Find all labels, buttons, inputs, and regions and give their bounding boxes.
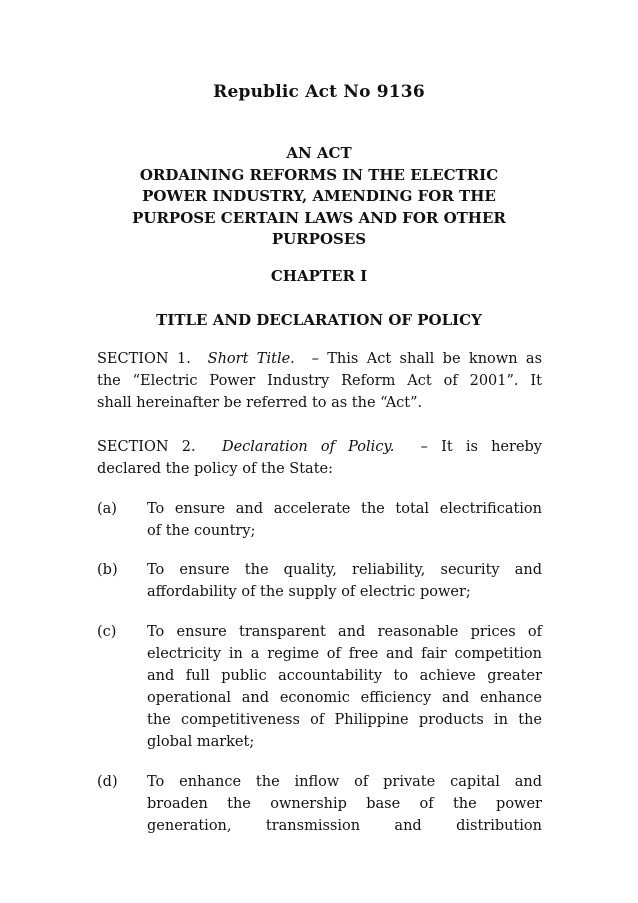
- section-2-text: – It is hereby: [420, 439, 542, 455]
- section-2-label: SECTION 2.: [97, 439, 196, 455]
- act-heading-line: POWER INDUSTRY, AMENDING FOR THE: [142, 187, 496, 205]
- section-1-line: the “Electric Power Industry Reform Act of 2001”. It: [97, 373, 542, 389]
- list-item-line: the competitiveness of Philippine products in the: [147, 712, 542, 728]
- act-heading-line: PURPOSES: [271, 230, 367, 248]
- list-item-text: [147, 621, 542, 753]
- section-1-line: [97, 348, 542, 370]
- act-heading-line: PURPOSE CERTAIN LAWS AND FOR OTHER: [132, 208, 506, 227]
- list-item-line: and full public accountability to achieve greater: [147, 668, 542, 684]
- list-item-line: of the country;: [147, 523, 256, 539]
- list-item-label: (b): [97, 562, 118, 578]
- section-1-label: SECTION 1.: [97, 351, 191, 367]
- act-heading: [100, 143, 538, 251]
- list-item-line: To ensure and accelerate the total electrification: [147, 501, 542, 517]
- chapter-title: TITLE AND DECLARATION OF POLICY: [156, 311, 482, 329]
- section-1-text: – This Act shall be known as: [311, 351, 543, 367]
- list-item-text: [147, 771, 542, 837]
- act-heading-line: ORDAINING REFORMS IN THE ELECTRIC: [139, 165, 499, 184]
- list-item-text: [147, 559, 542, 603]
- document-title: Republic Act No 9136: [213, 82, 425, 102]
- list-item-line: affordability of the supply of electric power;: [147, 584, 471, 600]
- list-item-line: To ensure transparent and reasonable prices of: [147, 624, 542, 640]
- list-item-line: electricity in a regime of free and fair competition: [147, 646, 542, 662]
- section-1: [97, 348, 542, 414]
- list-item-label: (a): [97, 501, 117, 517]
- list-item-label: (c): [97, 624, 117, 640]
- list-item-line: generation, transmission and distribution: [147, 818, 542, 834]
- section-1-heading: Short Title.: [207, 351, 295, 367]
- list-item-line: To ensure the quality, reliability, security and: [147, 562, 542, 578]
- list-item-text: [147, 498, 542, 542]
- section-2: [97, 436, 542, 480]
- chapter-heading: CHAPTER I: [270, 267, 368, 285]
- list-item-line: global market;: [147, 734, 255, 750]
- list-item-line: To enhance the inflow of private capital and: [147, 774, 542, 790]
- list-item-label: (d): [97, 774, 118, 790]
- list-item-line: broaden the ownership base of the power: [147, 796, 542, 812]
- section-2-line: declared the policy of the State:: [97, 461, 333, 477]
- section-1-line: shall hereinafter be referred to as the “Act”.: [97, 395, 423, 411]
- section-2-line: [97, 436, 542, 458]
- act-heading-line: AN ACT: [286, 144, 352, 162]
- section-2-heading: Declaration of Policy.: [221, 439, 395, 455]
- list-item-line: operational and economic efficiency and enhance: [147, 690, 542, 706]
